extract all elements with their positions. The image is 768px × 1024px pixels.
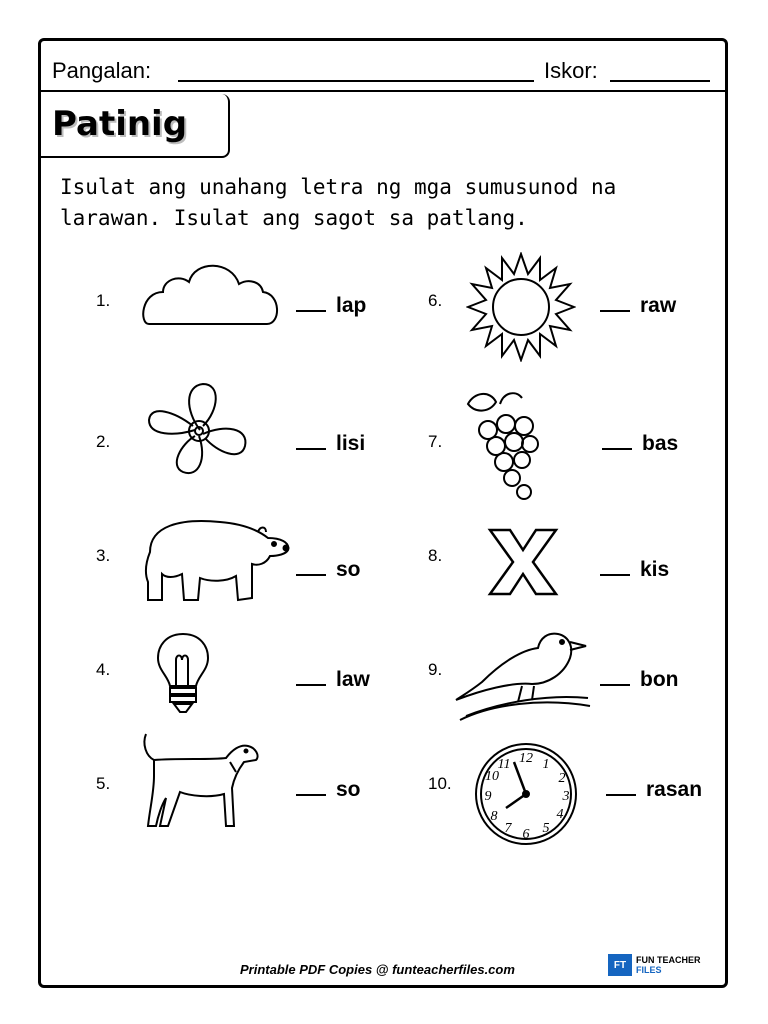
svg-text:1: 1 xyxy=(542,757,550,772)
answer-item-8[interactable] xyxy=(600,556,669,582)
item-number: 7. xyxy=(428,432,443,451)
item-number: 4. xyxy=(96,660,111,679)
instructions-text: Isulat ang unahang letra ng mga sumusunod na larawan. Isulat ang sagot sa patlang. xyxy=(60,175,617,230)
brand-logo xyxy=(608,954,701,976)
word-suffix: so xyxy=(336,558,361,581)
svg-text:10: 10 xyxy=(485,769,499,784)
bear-icon xyxy=(140,512,292,608)
score-label: Iskor: xyxy=(544,58,598,83)
cloud-icon xyxy=(135,258,281,328)
item-number: 5. xyxy=(96,774,111,793)
answer-item-3[interactable] xyxy=(296,556,361,582)
word-suffix: bas xyxy=(642,432,679,455)
logo-line1: FUN TEACHER xyxy=(636,955,701,965)
item-number: 8. xyxy=(428,546,443,565)
item-number: 10. xyxy=(428,774,452,793)
svg-text:8: 8 xyxy=(490,809,498,824)
svg-text:4: 4 xyxy=(556,807,564,822)
answer-item-1[interactable] xyxy=(296,292,366,318)
svg-text:6: 6 xyxy=(522,827,530,842)
answer-blank[interactable] xyxy=(600,556,630,576)
svg-text:9: 9 xyxy=(484,789,492,804)
word-suffix: raw xyxy=(640,294,677,317)
item-number: 1. xyxy=(96,291,111,310)
answer-blank[interactable] xyxy=(602,430,632,450)
answer-blank[interactable] xyxy=(600,666,630,686)
letter-x-icon xyxy=(486,526,560,598)
item-number: 9. xyxy=(428,660,443,679)
svg-text:5: 5 xyxy=(542,821,550,836)
fan-icon xyxy=(145,380,255,480)
word-suffix: lisi xyxy=(336,432,366,455)
answer-item-2[interactable] xyxy=(296,430,365,456)
answer-blank[interactable] xyxy=(296,430,326,450)
name-label: Pangalan: xyxy=(52,58,152,83)
answer-blank[interactable] xyxy=(296,666,326,686)
word-suffix: so xyxy=(336,778,361,801)
word-suffix: lap xyxy=(336,294,367,317)
answer-blank[interactable] xyxy=(296,292,326,312)
svg-text:3: 3 xyxy=(562,789,570,804)
logo-mark: FT xyxy=(608,954,632,976)
answer-item-5[interactable] xyxy=(296,776,361,802)
answer-blank[interactable] xyxy=(606,776,636,796)
word-suffix: kis xyxy=(640,558,670,581)
header-divider xyxy=(38,90,728,92)
answer-item-4[interactable] xyxy=(296,666,370,692)
footer-text: Printable PDF Copies @ funteacherfiles.com xyxy=(240,962,515,977)
dog-icon xyxy=(140,732,264,832)
svg-text:2: 2 xyxy=(558,771,566,786)
svg-text:7: 7 xyxy=(504,821,512,836)
sun-icon xyxy=(466,252,576,362)
item-number: 3. xyxy=(96,546,111,565)
word-suffix: rasan xyxy=(646,778,703,801)
answer-item-7[interactable] xyxy=(602,430,678,456)
svg-text:12: 12 xyxy=(519,751,533,766)
answer-blank[interactable] xyxy=(296,556,326,576)
lightbulb-icon xyxy=(154,630,212,716)
score-blank-line xyxy=(610,80,710,82)
page-title: Patinig xyxy=(52,104,188,144)
item-number: 6. xyxy=(428,291,443,310)
name-blank-line xyxy=(178,80,534,82)
clock-icon xyxy=(472,740,580,848)
answer-item-9[interactable] xyxy=(600,666,678,692)
answer-blank[interactable] xyxy=(296,776,326,796)
answer-blank[interactable] xyxy=(600,292,630,312)
bird-icon xyxy=(452,628,594,724)
grapes-icon xyxy=(460,384,550,502)
logo-line2: FILES xyxy=(636,965,662,975)
svg-text:11: 11 xyxy=(497,757,511,772)
answer-item-6[interactable] xyxy=(600,292,676,318)
word-suffix: bon xyxy=(640,668,679,691)
answer-item-10[interactable] xyxy=(606,776,702,802)
item-number: 2. xyxy=(96,432,111,451)
word-suffix: law xyxy=(336,668,370,691)
